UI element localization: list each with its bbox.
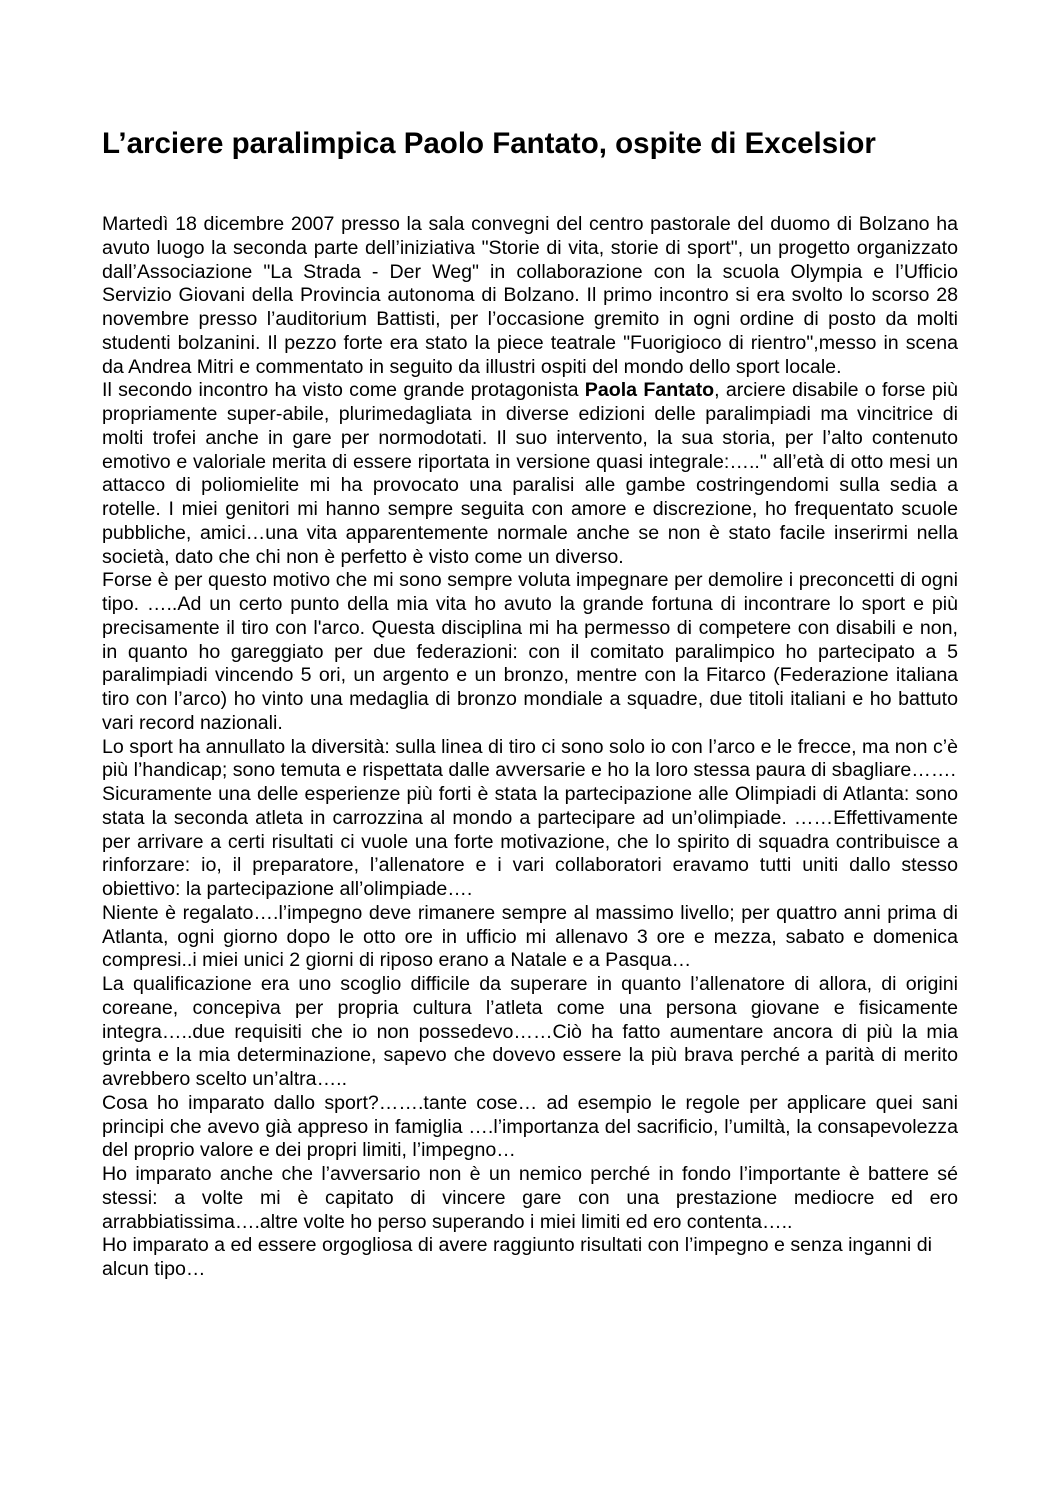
article-title: L’arciere paralimpica Paolo Fantato, ospite di Excelsior: [102, 127, 876, 160]
paragraph: Cosa ho imparato dallo sport?…….tante cose… ad esempio le regole per applicare quei sani principi che avevo già appreso in famiglia ….l’importanza del sacrificio, l’umiltà, la consapevolezza del proprio valore e dei propri limiti, l’impegno…: [102, 1091, 958, 1162]
paragraph: La qualificazione era uno scoglio difficile da superare in quanto l’allenatore di allora, di origini coreane, concepiva per propria cultura l’atleta come una persona giovane e fisicamente integra…..due requisiti che io non possedevo……Ciò ha fatto aumentare ancora di più la mia grinta e la mia determinazione, sapevo che dovevo essere la più brava perché a parità di merito avrebbero scelto un’altra…..: [102, 973, 958, 1090]
paragraph: [102, 379, 958, 569]
paragraph: Forse è per questo motivo che mi sono sempre voluta impegnare per demolire i preconcetti di ogni tipo. …..Ad un certo punto della mia vita ho avuto la grande fortuna di incontrare lo sport e più precisamente il tiro con l'arco. Questa disciplina mi ha permesso di competere con disabili e non, in quanto ho gareggiato per due federazioni: con il comitato paralimpico ho partecipato a 5 paralimpiadi vincendo 5 ori, un argento e un bronzo, mentre con la Fitarco (Federazione italiana tiro con l’arco) ho vinto una medaglia di bronzo mondiale a squadre, due titoli italiani e ho battuto vari record nazionali.: [102, 569, 958, 734]
paragraph: Sicuramente una delle esperienze più forti è stata la partecipazione alle Olimpiadi di Atlanta: sono stata la seconda atleta in carrozzina al mondo a partecipare ad un’olimpiade. ……Effettivamente per arrivare a certi risultati ci vuole una forte motivazione, che lo spirito di squadra contribuisce a rinforzare: io, il preparatore, l’allenatore e i vari collaboratori eravamo tutti uniti dallo stesso obiettivo: la partecipazione all’olimpiade….: [102, 783, 958, 900]
paragraph: Lo sport ha annullato la diversità: sulla linea di tiro ci sono solo io con l’arco e le frecce, ma non c’è più l’handicap; sono temuta e rispettata dalle avversarie e ho la loro stessa paura di sbagliare…….: [102, 735, 958, 782]
paragraph: Niente è regalato….l’impegno deve rimanere sempre al massimo livello; per quattro anni prima di Atlanta, ogni giorno dopo le otto ore in ufficio mi allenavo 3 ore e mezza, sabato e domenica compresi..i miei unici 2 giorni di riposo erano a Natale e a Pasqua…: [102, 901, 958, 972]
athlete-name: Paola Fantato: [584, 379, 715, 402]
paragraph-text: Il secondo incontro ha visto come grande protagonista: [102, 379, 585, 402]
paragraph: Martedì 18 dicembre 2007 presso la sala convegni del centro pastorale del duomo di Bolzano ha avuto luogo la seconda parte dell’iniziativa "Storie di vita, storie di sport", un progetto organizzato dall’Associazione "La Strada - Der Weg" in collaborazione con la scuola Olympia e l’Ufficio Servizio Giovani della Provincia autonoma di Bolzano. Il primo incontro si era svolto lo scorso 28 novembre presso l’auditorium Battisti, per l’occasione gremito in ogni ordine di posto da molti studenti bolzanini. Il pezzo forte era stato la piece teatrale "Fuorigioco di rientro",messo in scena da Andrea Mitri e commentato in seguito da illustri ospiti del mondo dello sport locale.: [102, 213, 958, 378]
article-body: [102, 213, 958, 1282]
paragraph: Ho imparato anche che l’avversario non è un nemico perché in fondo l’importante è battere sé stessi: a volte mi è capitato di vincere gare con una prestazione mediocre ed ero arrabbiatissima….altre volte ho perso superando i miei limiti ed ero contenta…..: [102, 1163, 958, 1233]
paragraph: Ho imparato a ed essere orgogliosa di avere raggiunto risultati con l’impegno e senza inganni di alcun tipo…: [102, 1234, 932, 1280]
paragraph-text: , arciere disabile o forse più propriamente super-abile, plurimedagliata in diverse edizioni delle paralimpiadi ma vincitrice di molti trofei anche in gare per normodotati. Il suo intervento, la sua storia, per l’alto contenuto emotivo e valoriale merita di essere riportata in versione quasi integrale:….." all’età di otto mesi un attacco di poliomielite mi ha provocato una paralisi alle gambe costringendomi sulla sedia a rotelle. I miei genitori mi hanno sempre seguita con amore e discrezione, ho frequentato scuole pubbliche, amici…una vita apparentemente normale anche se non è stato facile inserirmi nella società, dato che chi non è perfetto è visto come un diverso.: [102, 379, 958, 568]
